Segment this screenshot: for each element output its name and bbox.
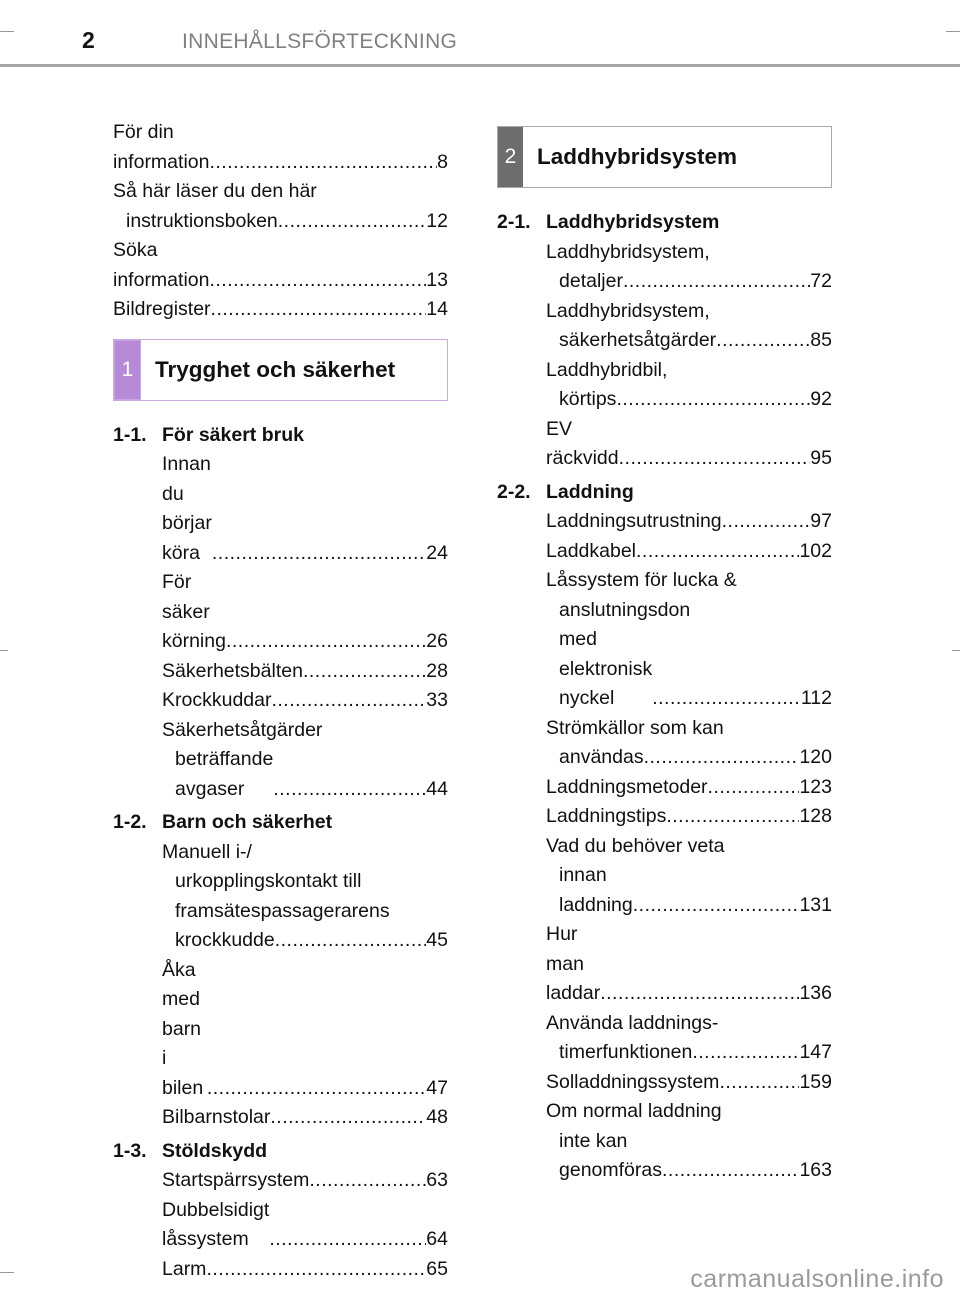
toc-entry[interactable] [113, 450, 448, 568]
watermark: carmanualsonline.info [690, 1265, 944, 1293]
dot-leader [271, 686, 426, 716]
crop-mark [0, 1272, 14, 1273]
entry-text: Solladdningssystem [546, 1070, 720, 1093]
entry-line-with-page [162, 956, 448, 1104]
entry-line-with-page [162, 1196, 448, 1255]
toc-entry[interactable] [497, 832, 832, 921]
page-ref: 47 [426, 1076, 448, 1099]
entry-label [113, 295, 426, 325]
entry-line-with-page [162, 745, 448, 804]
chapter-title: Stöldskydd [162, 1139, 268, 1162]
entry-label [546, 773, 799, 803]
entry-label [113, 118, 437, 177]
entry-line: Manuell i-/ [162, 840, 252, 863]
entry-label [546, 507, 810, 537]
entry-label [546, 920, 799, 1009]
entry-label [113, 236, 426, 295]
page-ref: 72 [810, 270, 832, 292]
dot-leader [666, 802, 799, 832]
toc-left-column [113, 118, 448, 1284]
entry-text: inte kan genomföras [559, 1129, 662, 1181]
entry-line-with-page [162, 926, 448, 956]
page-ref: 120 [799, 746, 832, 768]
section-number-tab: 1 [114, 340, 141, 400]
dot-leader [616, 385, 810, 415]
entry-line-with-page [113, 118, 448, 177]
entry-label [559, 267, 810, 297]
entry-line: Låssystem för lucka & [546, 569, 737, 591]
entry-text: innan laddning [559, 864, 633, 916]
entry-label [162, 686, 426, 716]
page-number: 2 [82, 27, 95, 53]
entry-label [546, 415, 810, 474]
page-ref: 26 [426, 630, 448, 652]
entry-label [126, 207, 426, 237]
entry-line: Vad du behöver veta [546, 834, 725, 857]
toc-entry[interactable] [113, 1255, 448, 1285]
entry-label [559, 861, 799, 920]
entry-line-with-page [162, 568, 448, 657]
entry-line-with-page [546, 1127, 832, 1186]
chapter-number: 2-2. [497, 480, 531, 503]
dot-leader [270, 1103, 426, 1133]
page-ref: 97 [810, 510, 832, 532]
entry-line: Laddhybridsystem, [546, 299, 710, 322]
entry-text: För din information [113, 121, 210, 173]
entry-text: Laddningstips [546, 805, 667, 827]
entry-text: För säker körning [162, 571, 226, 652]
page-ref: 12 [426, 209, 448, 232]
dot-leader [309, 1166, 426, 1196]
chapter-title: Laddning [546, 480, 634, 503]
entry-line: Laddhybridsystem, [546, 240, 710, 263]
page-ref: 14 [426, 298, 448, 320]
entry-label [162, 568, 426, 657]
page-ref: 92 [810, 388, 832, 410]
entry-label [162, 1255, 426, 1285]
entry-text: Innan du börjar köra [162, 453, 212, 564]
entry-line-with-page [162, 686, 448, 716]
toc-entry[interactable] [497, 537, 832, 567]
page-ref: 65 [426, 1257, 448, 1280]
entry-label [559, 385, 810, 415]
toc-entry[interactable] [113, 657, 448, 687]
entry-line-with-page [546, 920, 832, 1009]
entry-line-with-page [162, 1255, 448, 1285]
toc-entry[interactable] [497, 920, 832, 1009]
entry-label [559, 625, 801, 714]
toc-entry[interactable] [497, 297, 832, 356]
dot-leader [211, 295, 427, 325]
entry-text: krockkudde [175, 929, 275, 951]
entry-text: Startspärrsystem [162, 1169, 310, 1191]
chapter-heading[interactable] [113, 421, 448, 451]
entry-text: EV räckvidd [546, 417, 619, 469]
entry-text: Bildregister [113, 298, 211, 320]
entry-label [162, 1166, 426, 1196]
entry-line-with-page [546, 743, 832, 773]
page-ref: 24 [426, 541, 448, 564]
toc-entry[interactable] [113, 956, 448, 1104]
dot-leader [226, 627, 426, 657]
entry-text: användas [559, 746, 644, 768]
entry-line: framsätespassagerarens [175, 899, 390, 922]
section-title: Trygghet och säkerhet [155, 356, 396, 382]
entry-text: körtips [559, 388, 617, 410]
entry-text: Säkerhetsbälten [162, 659, 303, 682]
chapter-title: Barn och säkerhet [162, 811, 333, 833]
dot-leader [692, 1038, 799, 1068]
entry-line-with-page [162, 450, 448, 568]
entry-label [559, 1038, 799, 1068]
toc-entry[interactable] [497, 802, 832, 832]
toc-entry[interactable] [497, 356, 832, 415]
dot-leader [636, 537, 799, 567]
page-ref: 28 [426, 659, 448, 682]
dot-leader [273, 775, 426, 805]
dot-leader [619, 444, 811, 474]
entry-label [162, 956, 426, 1104]
dot-leader [708, 773, 800, 803]
dot-leader [269, 1225, 426, 1255]
toc-entry[interactable] [497, 714, 832, 773]
header-title: INNEHÅLLSFÖRTECKNING [182, 30, 458, 53]
toc-entry[interactable] [113, 177, 448, 236]
dot-leader [722, 507, 811, 537]
page-ref: 159 [799, 1070, 832, 1093]
entry-label [162, 1196, 426, 1255]
page-ref: 63 [426, 1169, 448, 1191]
entry-text: säkerhetsåtgärder [559, 329, 717, 351]
entry-line-with-page [546, 385, 832, 415]
chapter-number: 1-3. [113, 1139, 147, 1162]
entry-line: Laddhybridbil, [546, 358, 668, 381]
toc-entry[interactable] [113, 1103, 448, 1133]
page-ref: 123 [799, 775, 832, 798]
entry-line: anslutningsdon [559, 598, 691, 621]
entry-line-with-page [113, 236, 448, 295]
dot-leader [303, 657, 426, 687]
crop-mark [0, 650, 8, 651]
entry-text: detaljer [559, 270, 623, 292]
chapter-heading[interactable] [497, 208, 832, 238]
header-rule [0, 64, 960, 67]
entry-text: Bilbarnstolar [162, 1106, 271, 1128]
dot-leader [662, 1156, 799, 1186]
entry-line-with-page [546, 625, 832, 714]
entry-text: Dubbelsidigt låssystem [162, 1198, 270, 1250]
chapter-number: 1-1. [113, 423, 147, 446]
page-ref: 112 [800, 687, 832, 709]
entry-text: instruktionsboken [126, 209, 278, 232]
toc-entry[interactable] [113, 686, 448, 716]
page-ref: 102 [799, 539, 832, 562]
toc-entry[interactable] [113, 236, 448, 295]
dot-leader [719, 1068, 799, 1098]
entry-label [546, 1068, 799, 1098]
page-ref: 33 [426, 689, 448, 711]
entry-label [546, 802, 799, 832]
chapter-heading[interactable] [497, 478, 832, 508]
entry-line: Säkerhetsåtgärder [162, 718, 323, 741]
entry-text: Söka information [113, 239, 210, 291]
chapter-heading[interactable] [113, 1137, 448, 1167]
toc-entry[interactable] [497, 1009, 832, 1068]
entry-text: Åka med barn i bilen [162, 958, 204, 1099]
chapter-number: 1-2. [113, 811, 147, 833]
page-ref: 48 [426, 1106, 448, 1128]
entry-line: Använda laddnings- [546, 1011, 719, 1034]
dot-leader [275, 926, 427, 956]
toc-entry[interactable] [113, 1166, 448, 1196]
crop-mark [952, 650, 960, 651]
dot-leader [644, 743, 800, 773]
entry-line-with-page [546, 267, 832, 297]
toc-entry[interactable] [113, 838, 448, 956]
dot-leader [278, 207, 427, 237]
page-ref: 85 [810, 329, 832, 351]
entry-label [175, 745, 426, 804]
section-title: Laddhybridsystem [537, 144, 738, 170]
entry-text: timerfunktionen [559, 1041, 693, 1063]
entry-text: Hur man laddar [546, 923, 601, 1004]
entry-line: Om normal laddning [546, 1100, 722, 1122]
toc-entry[interactable] [497, 1097, 832, 1186]
page-ref: 95 [810, 447, 832, 469]
chapter-title: Laddhybridsystem [546, 211, 720, 233]
entry-label [162, 1103, 426, 1133]
toc-entry[interactable] [113, 568, 448, 657]
entry-line-with-page [113, 207, 448, 237]
entry-label [559, 326, 810, 356]
dot-leader [652, 684, 801, 714]
page-ref: 8 [437, 150, 448, 173]
dot-leader [209, 266, 426, 296]
entry-line-with-page [162, 657, 448, 687]
entry-text: med elektronisk nyckel [559, 628, 653, 709]
entry-line-with-page [546, 537, 832, 567]
chapter-number: 2-1. [497, 211, 531, 233]
entry-label [559, 1127, 799, 1186]
dot-leader [207, 1074, 426, 1104]
entry-text: beträffande avgaser [175, 748, 274, 800]
toc-entry[interactable] [113, 716, 448, 805]
toc-entry[interactable] [497, 566, 832, 714]
entry-label [162, 657, 426, 687]
section-number-tab: 2 [498, 127, 523, 187]
crop-mark [946, 31, 960, 32]
page-ref: 147 [799, 1041, 832, 1063]
toc-entry[interactable] [497, 238, 832, 297]
toc-right-column [497, 118, 832, 1186]
entry-text: Krockkuddar [162, 689, 272, 711]
entry-label [546, 537, 799, 567]
toc-entry[interactable] [497, 1068, 832, 1098]
page-ref: 128 [799, 805, 832, 827]
toc-entry[interactable] [497, 415, 832, 474]
toc-entry[interactable] [497, 507, 832, 537]
entry-line-with-page [162, 1103, 448, 1133]
entry-label [162, 450, 426, 568]
dot-leader [212, 539, 426, 569]
page-ref: 44 [426, 777, 448, 800]
entry-line-with-page [546, 802, 832, 832]
entry-line: Så här läser du den här [113, 180, 317, 202]
entry-label [175, 926, 426, 956]
page-ref: 163 [799, 1159, 832, 1181]
entry-line-with-page [546, 773, 832, 803]
entry-text: Laddningsutrustning [546, 510, 722, 532]
entry-text: Laddningsmetoder [546, 775, 708, 798]
toc-entry[interactable] [497, 773, 832, 803]
entry-line-with-page [546, 1068, 832, 1098]
page-ref: 45 [426, 929, 448, 951]
toc-entry[interactable] [113, 295, 448, 325]
dot-leader [623, 267, 810, 297]
dot-leader [633, 891, 800, 921]
entry-line-with-page [546, 326, 832, 356]
dot-leader [600, 979, 799, 1009]
page-ref: 131 [799, 893, 832, 916]
section-header [113, 339, 448, 401]
dot-leader [206, 1255, 426, 1285]
chapter-heading[interactable] [113, 808, 448, 838]
entry-text: Larm [162, 1257, 207, 1280]
entry-line-with-page [546, 1038, 832, 1068]
page-ref: 136 [799, 982, 832, 1004]
chapter-title: För säkert bruk [162, 423, 304, 446]
toc-entry[interactable] [113, 1196, 448, 1255]
entry-line-with-page [113, 295, 448, 325]
entry-text: Laddkabel [546, 539, 636, 562]
dot-leader [716, 326, 810, 356]
entry-line-with-page [162, 1166, 448, 1196]
dot-leader [209, 148, 437, 178]
section-header [497, 126, 832, 188]
page-ref: 13 [426, 268, 448, 291]
entry-line-with-page [546, 507, 832, 537]
entry-label [559, 743, 799, 773]
entry-line: urkopplingskontakt till [175, 870, 362, 892]
crop-mark [0, 31, 14, 32]
toc-entry[interactable] [113, 118, 448, 177]
entry-line-with-page [546, 415, 832, 474]
page-ref: 64 [426, 1228, 448, 1250]
entry-line-with-page [546, 861, 832, 920]
entry-line: Strömkällor som kan [546, 716, 724, 739]
